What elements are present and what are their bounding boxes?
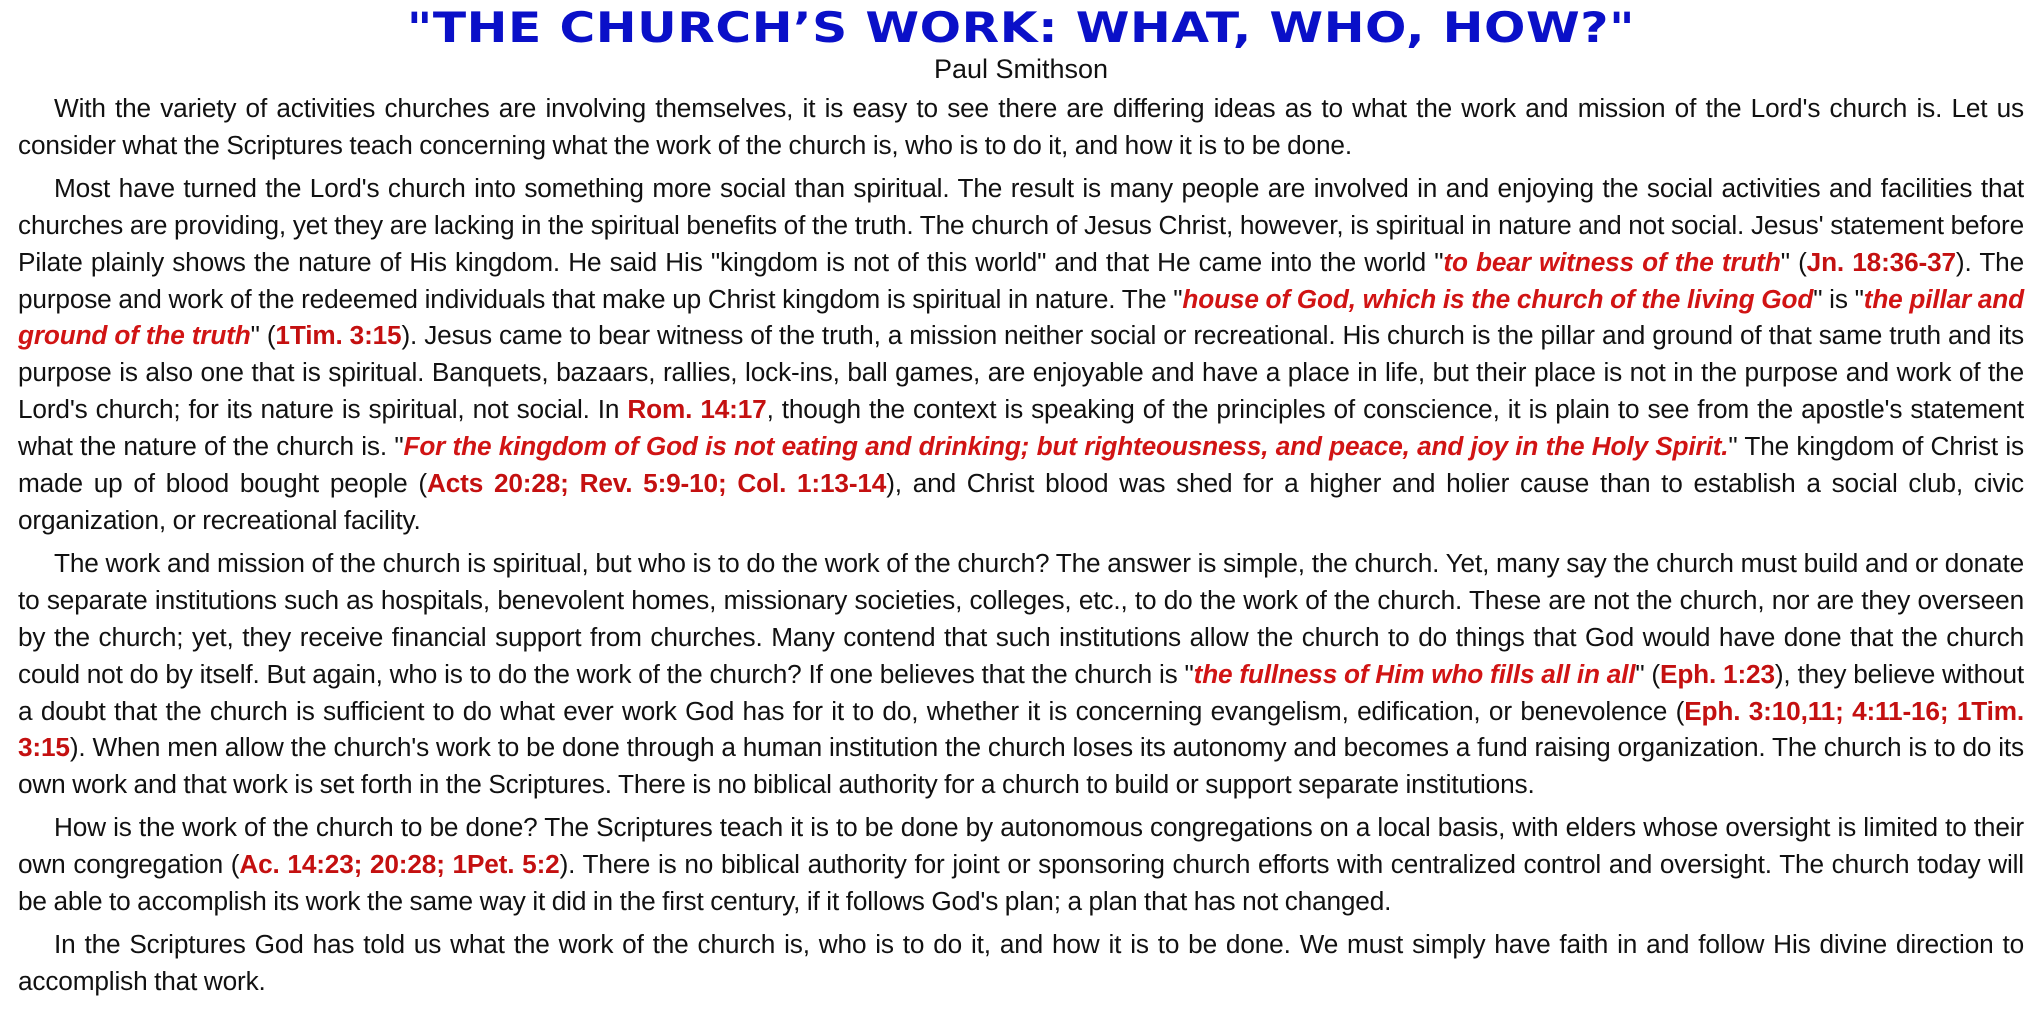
article-title: "THE CHURCH’S WORK: WHAT, WHO, HOW?": [406, 3, 1636, 52]
scripture-reference: Eph. 1:23: [1660, 658, 1775, 689]
scripture-reference: Acts 20:28; Rev. 5:9-10; Col. 1:13-14: [426, 468, 887, 499]
body-text: In the Scriptures God has told us what the work of the church is, who is to do it, and how it is to be done. We must simply have faith in and follow His divine direction to accomplish that work.: [18, 928, 2024, 996]
paragraph-2: [18, 170, 2024, 539]
body-text: Most have turned the Lord's church into something more social than spiritual. The result is many people are involved in and enjoying the social activities and facilities that churches are providing, yet they are lacking in the spiritual benefits of the truth. The church of Jesus Christ, however, is spiritual in nature and not social. Jesus' statement before Pilate plainly shows the nature of His kingdom. He said His "kingdom is not of this world" and that He came into the world ": [18, 172, 2024, 277]
scripture-reference: Rom. 14:17: [627, 394, 767, 425]
body-text: ). When men allow the church's work to be done through a human institution the church loses its autonomy and becomes a fund raising organization. The church is to do its own work and that work is set forth in the Scriptures. There is no biblical authority for a church to build or support separate institutions.: [18, 732, 2024, 800]
scripture-reference: Eph. 3:10,11; 4:11-16; 1Tim. 3:15: [18, 695, 2025, 763]
author-byline: Paul Smithson: [933, 54, 1109, 84]
scripture-quote: the fullness of Him who fills all in all: [1193, 658, 1636, 689]
body-text: " The kingdom of Christ is made up of blood bought people (: [18, 431, 2024, 499]
scripture-reference: 1Tim. 3:15: [275, 320, 402, 351]
scripture-quote: to bear witness of the truth: [1443, 246, 1781, 277]
paragraph-5: [18, 926, 2024, 1000]
body-text: ). The purpose and work of the redeemed individuals that make up Christ kingdom is spiritual in nature. The ": [18, 246, 2025, 314]
body-text: , though the context is speaking of the principles of conscience, it is plain to see from the apostle's statement what the nature of the church is. ": [18, 394, 2024, 462]
body-text: " (: [1635, 658, 1661, 689]
body-text: ), and Christ blood was shed for a higher and holier cause than to establish a social club, civic organization, or recreational facility.: [18, 468, 2024, 535]
body-text: " (: [250, 320, 276, 351]
body-text: ). There is no biblical authority for joint or sponsoring church efforts with centralized control and oversight. The church today will be able to accomplish its work the same way it did in the first century, if it follows God's plan; a plan that has not changed.: [18, 849, 2024, 917]
body-text: How is the work of the church to be done? The Scriptures teach it is to be done by autonomous congregations on a local basis, with elders whose oversight is limited to their own congregation (: [18, 812, 2024, 880]
paragraph-3: [18, 545, 2024, 803]
scripture-quote: For the kingdom of God is not eating and drinking; but righteousness, and peace, and joy in the Holy Spirit.: [403, 431, 1729, 462]
body-text: The work and mission of the church is spiritual, but who is to do the work of the church? The answer is simple, the church. Yet, many say the church must build and or donate to separate institutions such as hospitals, benevolent homes, missionary societies, colleges, etc., to do the work of the church. These are not the church, nor are they overseen by the church; yet, they receive financial support from churches. Many contend that such institutions allow the church to do things that God would have done that the church could not do by itself. But again, who is to do the work of the church? If one believes that the church is ": [18, 547, 2024, 689]
article-body: [18, 90, 2024, 1000]
scripture-reference: Jn. 18:36-37: [1806, 246, 1956, 277]
body-text: ). Jesus came to bear witness of the truth, a mission neither social or recreational. His church is the pillar and ground of that same truth and its purpose is also one that is spiritual. Banquets, bazaars, rallies, lock-ins, ball games, are enjoyable and have a place in life, but their place is not in the purpose and work of the Lord's church; for its nature is spiritual, not social. In: [18, 320, 2024, 425]
scripture-quote: house of God, which is the church of the living God: [1182, 283, 1814, 314]
scripture-quote: the pillar and ground of the truth: [18, 283, 2024, 351]
body-text: " is ": [1813, 283, 1864, 314]
paragraph-1: [18, 90, 2024, 164]
scripture-reference: Ac. 14:23; 20:28; 1Pet. 5:2: [239, 849, 560, 880]
body-text: With the variety of activities churches are involving themselves, it is easy to see there are differing ideas as to what the work and mission of the Lord's church is. Let us consider what the Scriptures teach concerning what the work of the church is, who is to do it, and how it is to be done.: [18, 93, 2024, 160]
body-text: ), they believe without a doubt that the church is sufficient to do what ever work God has for it to do, whether it is concerning evangelism, edification, or benevolence (: [18, 658, 2024, 726]
paragraph-4: [18, 809, 2024, 920]
body-text: " (: [1780, 246, 1807, 277]
